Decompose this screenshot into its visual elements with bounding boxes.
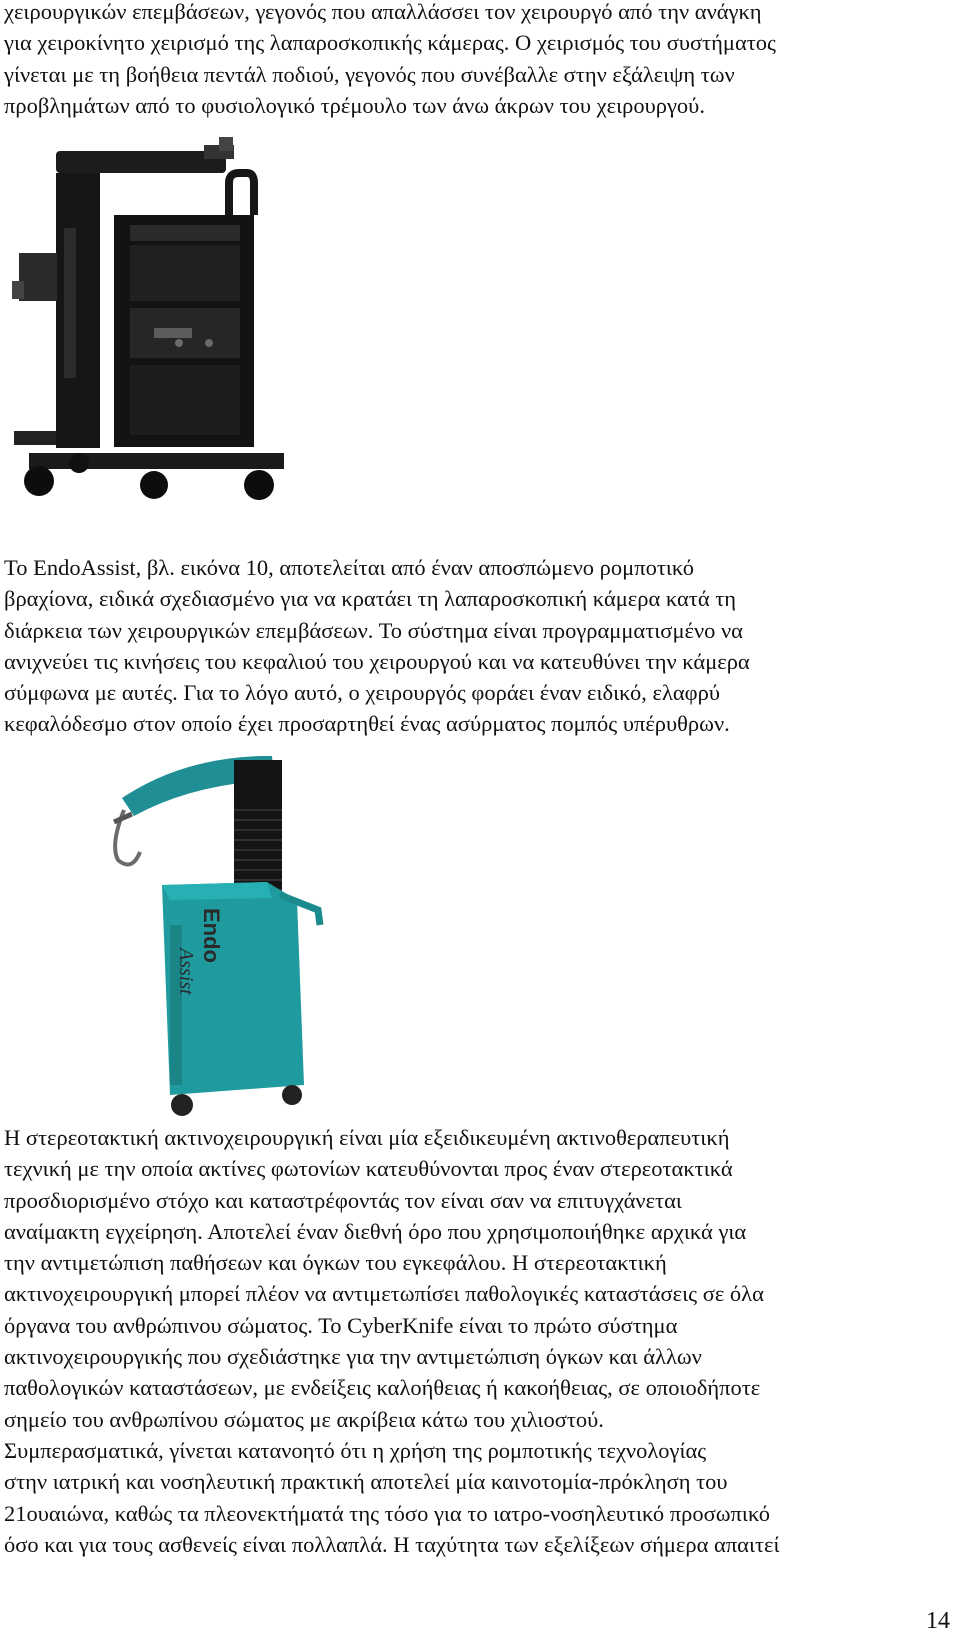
- text-line: ακτινοχειρουργική μπορεί πλέον να αντιμετωπίσει παθολογικές καταστάσεις σε όλα: [4, 1281, 764, 1307]
- text-line: την αντιμετώπιση παθήσεων και όγκων του εγκεφάλου. Η στερεοτακτική: [4, 1250, 667, 1276]
- paragraph-intro: [4, 0, 952, 121]
- text-line: διάρκεια των χειρουργικών επεμβάσεων. Το σύστημα είναι προγραμματισμένο να: [4, 617, 743, 643]
- text-line: γίνεται με τη βοήθεια πεντάλ ποδιού, γεγονός που συνέβαλλε στην εξάλειψη των: [4, 61, 735, 87]
- paragraph-stereotactic: [4, 1122, 952, 1435]
- page-number: 14: [926, 1608, 950, 1634]
- text-line: σημείο του ανθρωπίνου σώματος με ακρίβεια κάτω του χιλιοστού.: [4, 1406, 604, 1432]
- text-line: παθολογικών καταστάσεων, με ενδείξεις καλοήθειας ή κακοήθειας, σε οποιοδήποτε: [4, 1375, 761, 1401]
- text-line: προβλημάτων από το φυσιολογικό τρέμουλο των άνω άκρων του χειρουργού.: [4, 92, 705, 118]
- text-line: Συμπερασματικά, γίνεται κατανοητό ότι η χρήση της ρομποτικής τεχνολογίας: [4, 1438, 707, 1463]
- text-line: ανιχνεύει τις κινήσεις του κεφαλιού του χειρουργού και να κατευθύνει την κάμερα: [4, 648, 750, 674]
- text-line: στην ιατρική και νοσηλευτική πρακτική αποτελεί μία καινοτομία-πρόκληση του: [4, 1469, 728, 1495]
- text-line: προσδιορισμένο στόχο και καταστρέφοντάς τον είναι σαν να επιτυγχάνεται: [4, 1187, 682, 1213]
- text-line: Το EndoAssist, βλ. εικόνα 10, αποτελείται από έναν αποσπώμενο ρομποτικό: [4, 555, 695, 580]
- paragraph-conclusion: [4, 1435, 952, 1560]
- text-line: 21ουαιώνα, καθώς τα πλεονεκτήματά της τόσο για το ιατρο-νοσηλευτικό προσωπικό: [4, 1500, 771, 1526]
- text-line: τεχνική με την οποία ακτίνες φωτονίων κατευθύνονται προς έναν στερεοτακτικά: [4, 1156, 733, 1182]
- text-line: σύμφωνα με αυτές. Για το λόγο αυτό, ο χειρουργός φοράει έναν ειδικό, ελαφρύ: [4, 680, 721, 706]
- paragraph-endoassist: [4, 552, 952, 740]
- text-line: όργανα του ανθρώπινου σώματος. Το CyberKnife είναι το πρώτο σύστημα: [4, 1312, 678, 1338]
- text-line: χειρουργικών επεμβάσεων, γεγονός που απαλλάσσει τον χειρουργό από την ανάγκη: [4, 0, 762, 24]
- text-line: για χειροκίνητο χειρισμό της λαπαροσκοπικής κάμερας. Ο χειρισμός του συστήματος: [4, 30, 776, 56]
- text-line: αναίμακτη εγχείρηση. Αποτελεί έναν διεθνή όρο που χρησιμοποιήθηκε αρχικά για: [4, 1218, 747, 1244]
- cart-label-endo: Endo: [199, 908, 224, 963]
- text-line: Η στερεοτακτική ακτινοχειρουργική είναι μία εξειδικευμένη ακτινοθεραπευτική: [4, 1125, 730, 1150]
- robot-system-photo: [4, 133, 304, 533]
- text-line: βραχίονα, ειδικά σχεδιασμένο για να κρατάει τη λαπαροσκοπική κάμερα κατά τη: [4, 586, 737, 612]
- cart-label-assist: Assist: [175, 948, 197, 995]
- text-line: κεφαλόδεσμο στον οποίο έχει προσαρτηθεί ένας ασύρματος πομπός υπέρυθρων.: [4, 711, 730, 737]
- text-line: ακτινοχειρουργικής που σχεδιάστηκε για την αντιμετώπιση όγκων και άλλων: [4, 1344, 702, 1370]
- text-line: όσο και για τους ασθενείς είναι πολλαπλά. Η ταχύτητα των εξελίξεων σήμερα απαιτεί: [4, 1531, 780, 1557]
- endoassist-photo: [92, 750, 332, 1125]
